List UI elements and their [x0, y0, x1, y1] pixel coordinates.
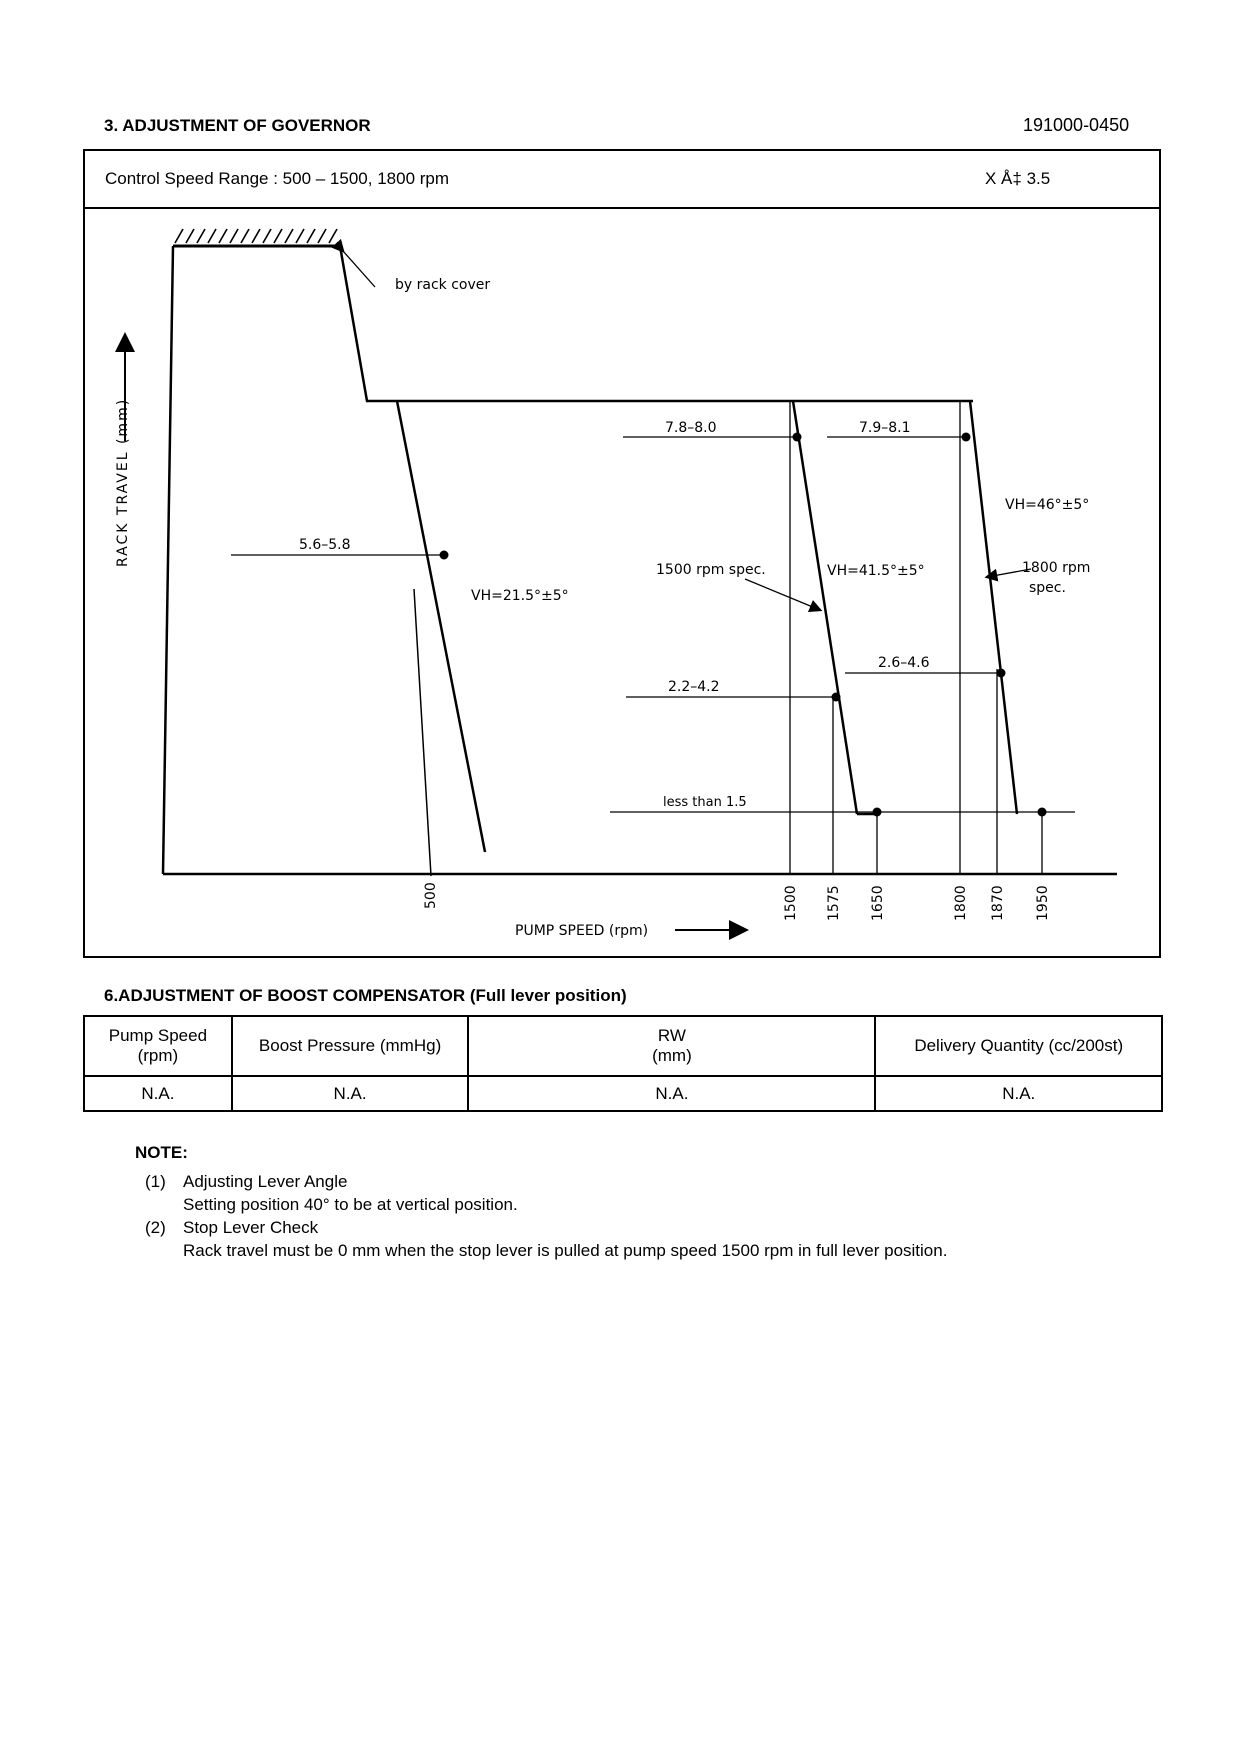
- annotation-2-6: 2.6–4.6: [878, 655, 930, 671]
- x-tick-1650: 1650: [870, 885, 886, 921]
- annotation-1800-rpm: 1800 rpm: [1022, 560, 1091, 576]
- header-pump-speed: Pump Speed (rpm): [84, 1016, 232, 1076]
- governor-line-1800: [970, 401, 1017, 814]
- note-2-text: Rack travel must be 0 mm when the stop lever is pulled at pump speed 1500 rpm in full lever position.: [183, 1241, 948, 1260]
- note-1-text: Setting position 40° to be at vertical position.: [183, 1195, 518, 1214]
- point-1870: [997, 669, 1006, 678]
- cell-pump-speed: N.A.: [84, 1076, 232, 1111]
- note-1-heading: Adjusting Lever Angle: [183, 1172, 348, 1191]
- header-delivery-quantity: Delivery Quantity (cc/200st): [875, 1016, 1162, 1076]
- annotation-7-8: 7.8–8.0: [665, 420, 717, 436]
- document-number: 191000-0450: [1023, 115, 1130, 135]
- point-1500-top: [793, 433, 802, 442]
- governor-line-500: [397, 401, 485, 852]
- annotation-7-9: 7.9–8.1: [859, 420, 911, 436]
- annotation-vh-21-5: VH=21.5°±5°: [471, 588, 569, 604]
- section-6-title: 6.ADJUSTMENT OF BOOST COMPENSATOR (Full lever position): [104, 986, 627, 1005]
- section-3-title: 3. ADJUSTMENT OF GOVERNOR: [104, 116, 371, 135]
- note-1-number: (1): [145, 1172, 166, 1191]
- header-rw: RW (mm): [468, 1016, 875, 1076]
- y-axis-label: RACK TRAVEL (mm): [115, 397, 131, 567]
- x-tick-1950: 1950: [1035, 885, 1051, 921]
- governor-header: [85, 151, 1159, 209]
- x-axis-label: PUMP SPEED (rpm): [515, 923, 649, 939]
- x-tick-1870: 1870: [990, 885, 1006, 921]
- governor-chart: [85, 209, 1159, 958]
- note-title: NOTE:: [135, 1143, 188, 1162]
- ratio-value: X Å‡ 3.5: [985, 169, 1051, 188]
- governor-box: [83, 149, 1161, 958]
- point-1575: [832, 693, 841, 702]
- point-1950: [1038, 808, 1047, 817]
- annotation-rack-cover: by rack cover: [395, 277, 491, 293]
- annotation-1500-spec: 1500 rpm spec.: [656, 562, 766, 578]
- annotation-2-2: 2.2–4.2: [668, 679, 720, 695]
- cell-rw: N.A.: [468, 1076, 875, 1111]
- annotation-spec: spec.: [1029, 580, 1066, 596]
- point-1650: [873, 808, 882, 817]
- x-tick-1500: 1500: [783, 885, 799, 921]
- annotation-vh-41-5: VH=41.5°±5°: [827, 563, 925, 579]
- left-boundary-line: [163, 246, 173, 874]
- note-2-heading: Stop Lever Check: [183, 1218, 319, 1237]
- x-tick-1800: 1800: [953, 885, 969, 921]
- table-row: [84, 1076, 1162, 1111]
- cell-delivery-quantity: N.A.: [875, 1076, 1162, 1111]
- tick-line-500: [414, 589, 431, 876]
- governor-line-1500: [793, 401, 857, 814]
- control-speed-range: Control Speed Range : 500 – 1500, 1800 rpm: [105, 169, 450, 188]
- point-1800-top: [962, 433, 971, 442]
- annotation-less-than: less than 1.5: [663, 795, 747, 810]
- x-tick-1575: 1575: [826, 885, 842, 921]
- header-boost-pressure: Boost Pressure (mmHg): [232, 1016, 469, 1076]
- full-load-curve: [340, 246, 973, 401]
- rack-cover-pointer: [343, 251, 375, 287]
- note-2-number: (2): [145, 1218, 166, 1237]
- cell-boost-pressure: N.A.: [232, 1076, 469, 1111]
- annotation-5-6: 5.6–5.8: [299, 537, 351, 553]
- spec-1500-pointer: [745, 579, 820, 610]
- boost-compensator-table: [83, 1015, 1163, 1112]
- table-header-row: [84, 1016, 1162, 1076]
- x-tick-500: 500: [423, 882, 439, 909]
- point-500: [440, 551, 449, 560]
- annotation-vh-46: VH=46°±5°: [1005, 497, 1090, 513]
- rack-cover-hatch: [175, 229, 337, 243]
